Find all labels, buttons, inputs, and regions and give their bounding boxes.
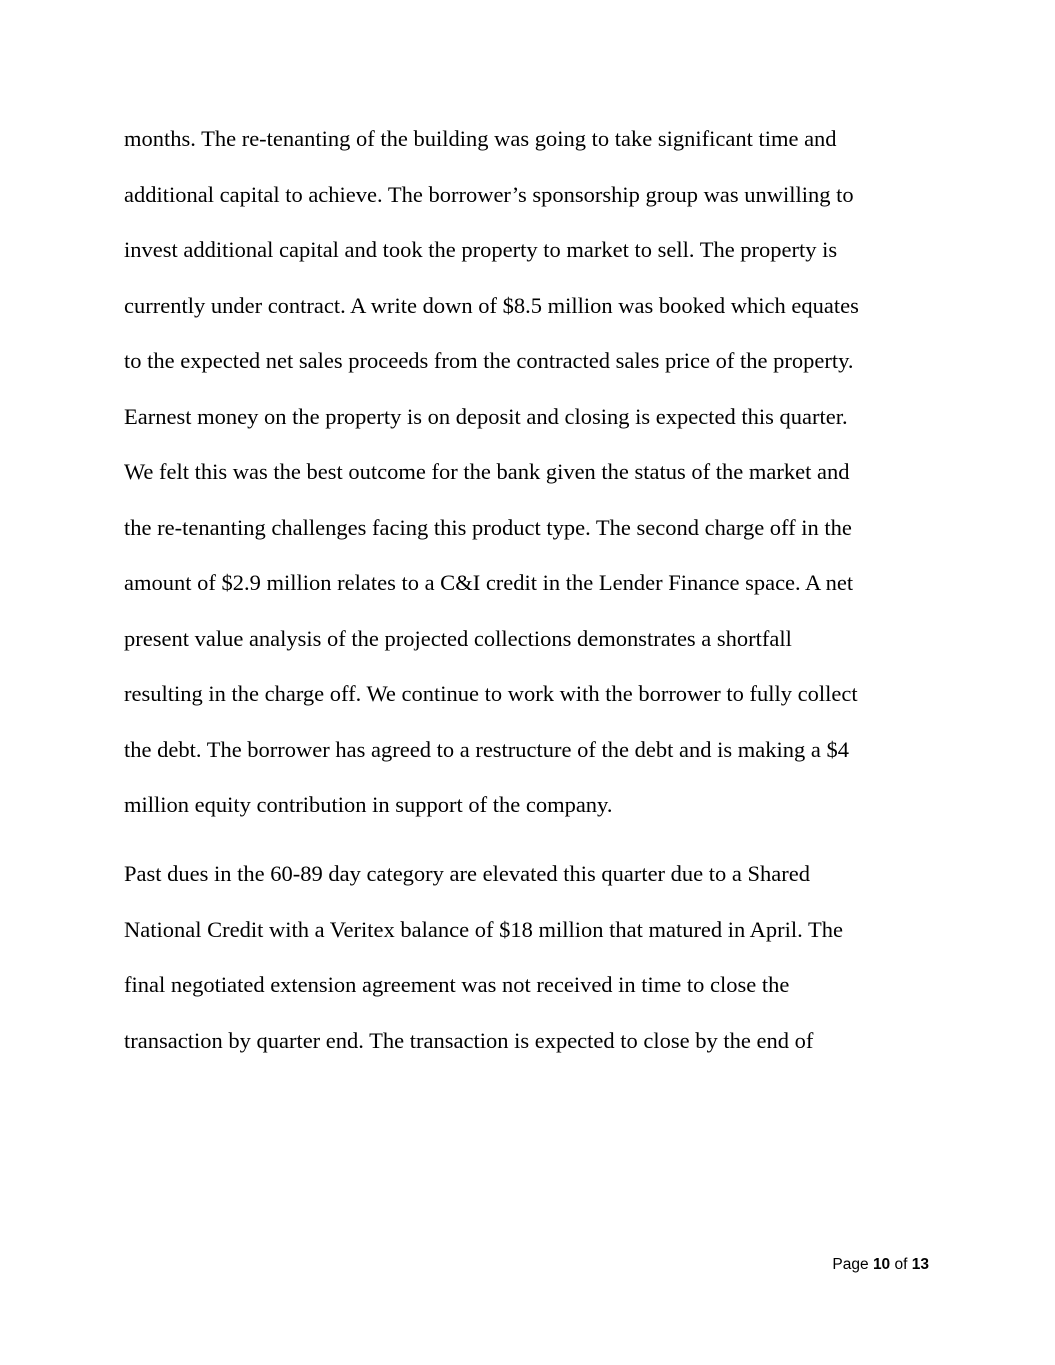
of-label: of	[894, 1256, 908, 1273]
paragraph-1-line: amount of $2.9 million relates to a C&I credit in the Lender Finance space. A net	[124, 570, 854, 595]
paragraph-1-line: million equity contribution in support of the company.	[124, 792, 613, 817]
total-pages-number: 13	[911, 1256, 929, 1273]
paragraph-2-line: final negotiated extension agreement was not received in time to close the	[124, 972, 790, 997]
page-label: Page	[832, 1256, 869, 1273]
paragraph-1-line: present value analysis of the projected collections demonstrates a shortfall	[124, 626, 792, 651]
paragraph-1-line: the debt. The borrower has agreed to a restructure of the debt and is making a $4	[124, 737, 849, 762]
paragraph-1-line: resulting in the charge off. We continue to work with the borrower to fully collect	[124, 681, 858, 706]
paragraph-1-line: invest additional capital and took the property to market to sell. The property is	[124, 237, 838, 262]
paragraph-2-line: transaction by quarter end. The transaction is expected to close by the end of	[124, 1028, 814, 1053]
paragraph-1-line: We felt this was the best outcome for the bank given the status of the market and	[124, 459, 850, 484]
current-page-number: 10	[872, 1256, 891, 1273]
paragraph-1-line: the re-tenanting challenges facing this product type. The second charge off in the	[124, 515, 852, 540]
paragraph-1-line: currently under contract. A write down of $8.5 million was booked which equates	[124, 293, 859, 318]
paragraph-1-line: additional capital to achieve. The borrower’s sponsorship group was unwilling to	[124, 182, 854, 207]
paragraph-2-line: Past dues in the 60-89 day category are elevated this quarter due to a Shared	[124, 861, 811, 886]
paragraph-1-line: to the expected net sales proceeds from the contracted sales price of the property.	[124, 348, 854, 373]
page-number-footer	[832, 1256, 929, 1274]
paragraph-2-line: National Credit with a Veritex balance of $18 million that matured in April. The	[124, 917, 844, 942]
paragraph-1-line: Earnest money on the property is on deposit and closing is expected this quarter.	[124, 404, 848, 429]
paragraph-1-line: months. The re-tenanting of the building was going to take significant time and	[124, 126, 837, 151]
